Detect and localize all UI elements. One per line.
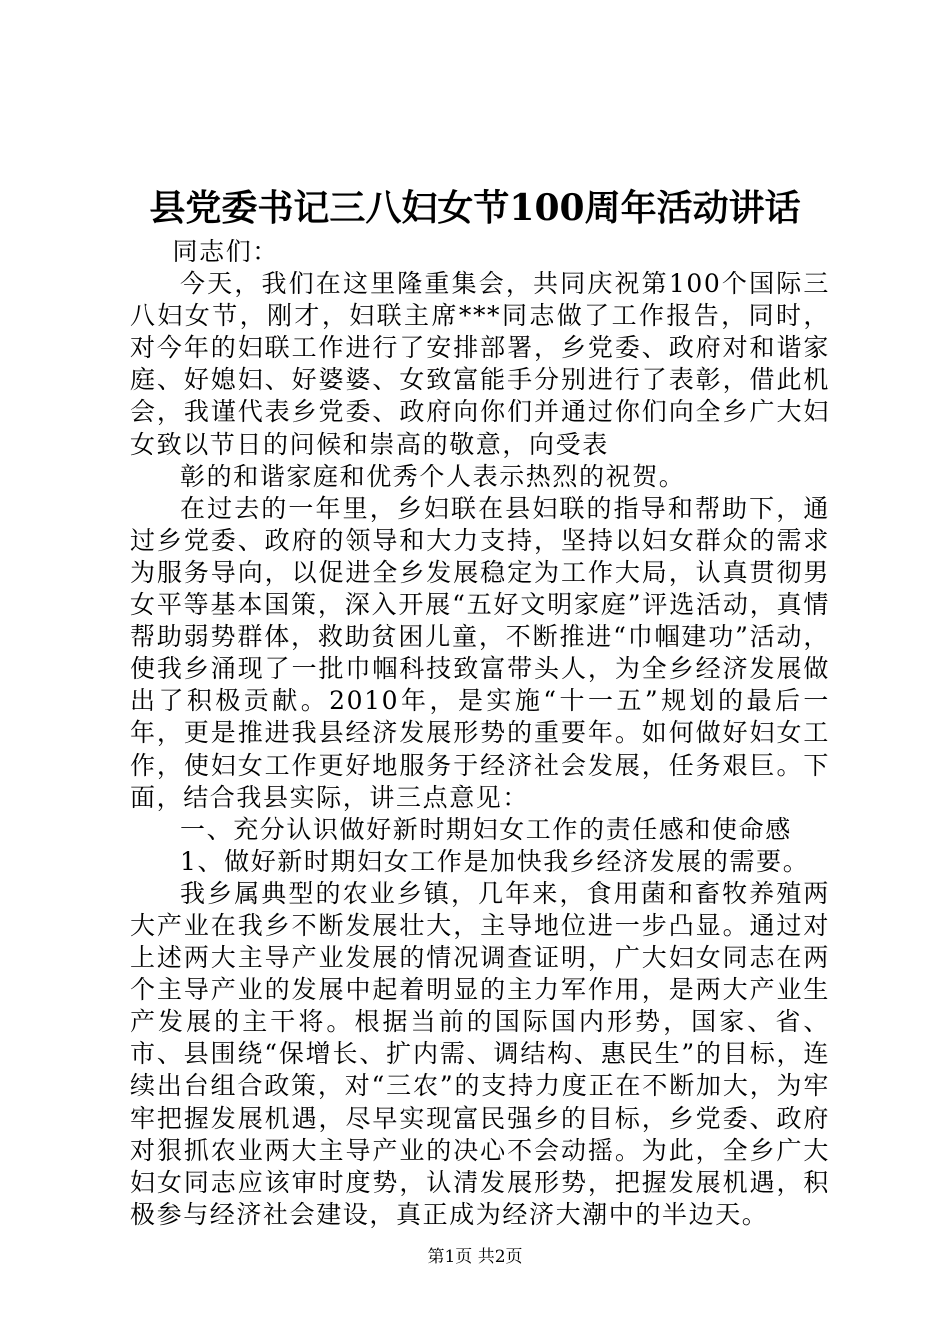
subsection-heading: 1、做好新时期妇女工作是加快我乡经济发展的需要。 — [180, 846, 810, 876]
document-title: 县党委书记三八妇女节100周年活动讲话 — [149, 187, 801, 229]
body-paragraph: 我乡属典型的农业乡镇，几年来，食用菌和畜牧养殖两大产业在我乡不断发展壮大，主导地位进一步凸显。通过对上述两大主导产业发展的情况调查证明，广大妇女同志在两个主导产业的发展中起着明显的主力军作用，是两大产业生产发展的主干将。根据当前的国际国内形势，国家、省、市、县围绕“保增长、扩内需、调结构、惠民生”的目标，连续出台组合政策，对“三农”的支持力度正在不断加大，为牢牢把握发展机遇，尽早实现富民强乡的目标，乡党委、政府对狠抓农业两大主导产业的决心不会动摇。为此，全乡广大妇女同志应该审时度势，认清发展形势，把握发展机遇，积极参与经济社会建设，真正成为经济大潮中的半边天。 — [130, 878, 830, 1229]
body-paragraph: 彰的和谐家庭和优秀个人表示热烈的祝贺。 — [180, 461, 686, 491]
page-footer: 第1页 共2页 — [427, 1247, 523, 1267]
body-paragraph: 在过去的一年里，乡妇联在县妇联的指导和帮助下，通过乡党委、政府的领导和大力支持，坚持以妇女群众的需求为服务导向，以促进全乡发展稳定为工作大局，认真贯彻男女平等基本国策，深入开展“五好文明家庭”评选活动，真情帮助弱势群体，救助贫困儿童，不断推进“巾帼建功”活动，使我乡涌现了一批巾帼科技致富带头人，为全乡经济发展做出了积极贡献。2010年，是实施“十一五”规划的最后一年，更是推进我县经济发展形势的重要年。如何做好妇女工作，使妇女工作更好地服务于经济社会发展，任务艰巨。下面，结合我县实际，讲三点意见： — [130, 493, 830, 812]
salutation-paragraph: 同志们： — [172, 237, 279, 266]
section-heading: 一、充分认识做好新时期妇女工作的责任感和使命感 — [180, 814, 792, 844]
body-paragraph: 今天，我们在这里隆重集会，共同庆祝第100个国际三八妇女节，刚才，妇联主席***同志做了工作报告，同时，对今年的妇联工作进行了安排部署，乡党委、政府对和谐家庭、好媳妇、好婆婆、女致富能手分别进行了表彰，借此机会，我谨代表乡党委、政府向你们并通过你们向全乡广大妇女致以节日的问候和崇高的敬意，向受表 — [130, 269, 830, 459]
document-body — [130, 236, 830, 1231]
